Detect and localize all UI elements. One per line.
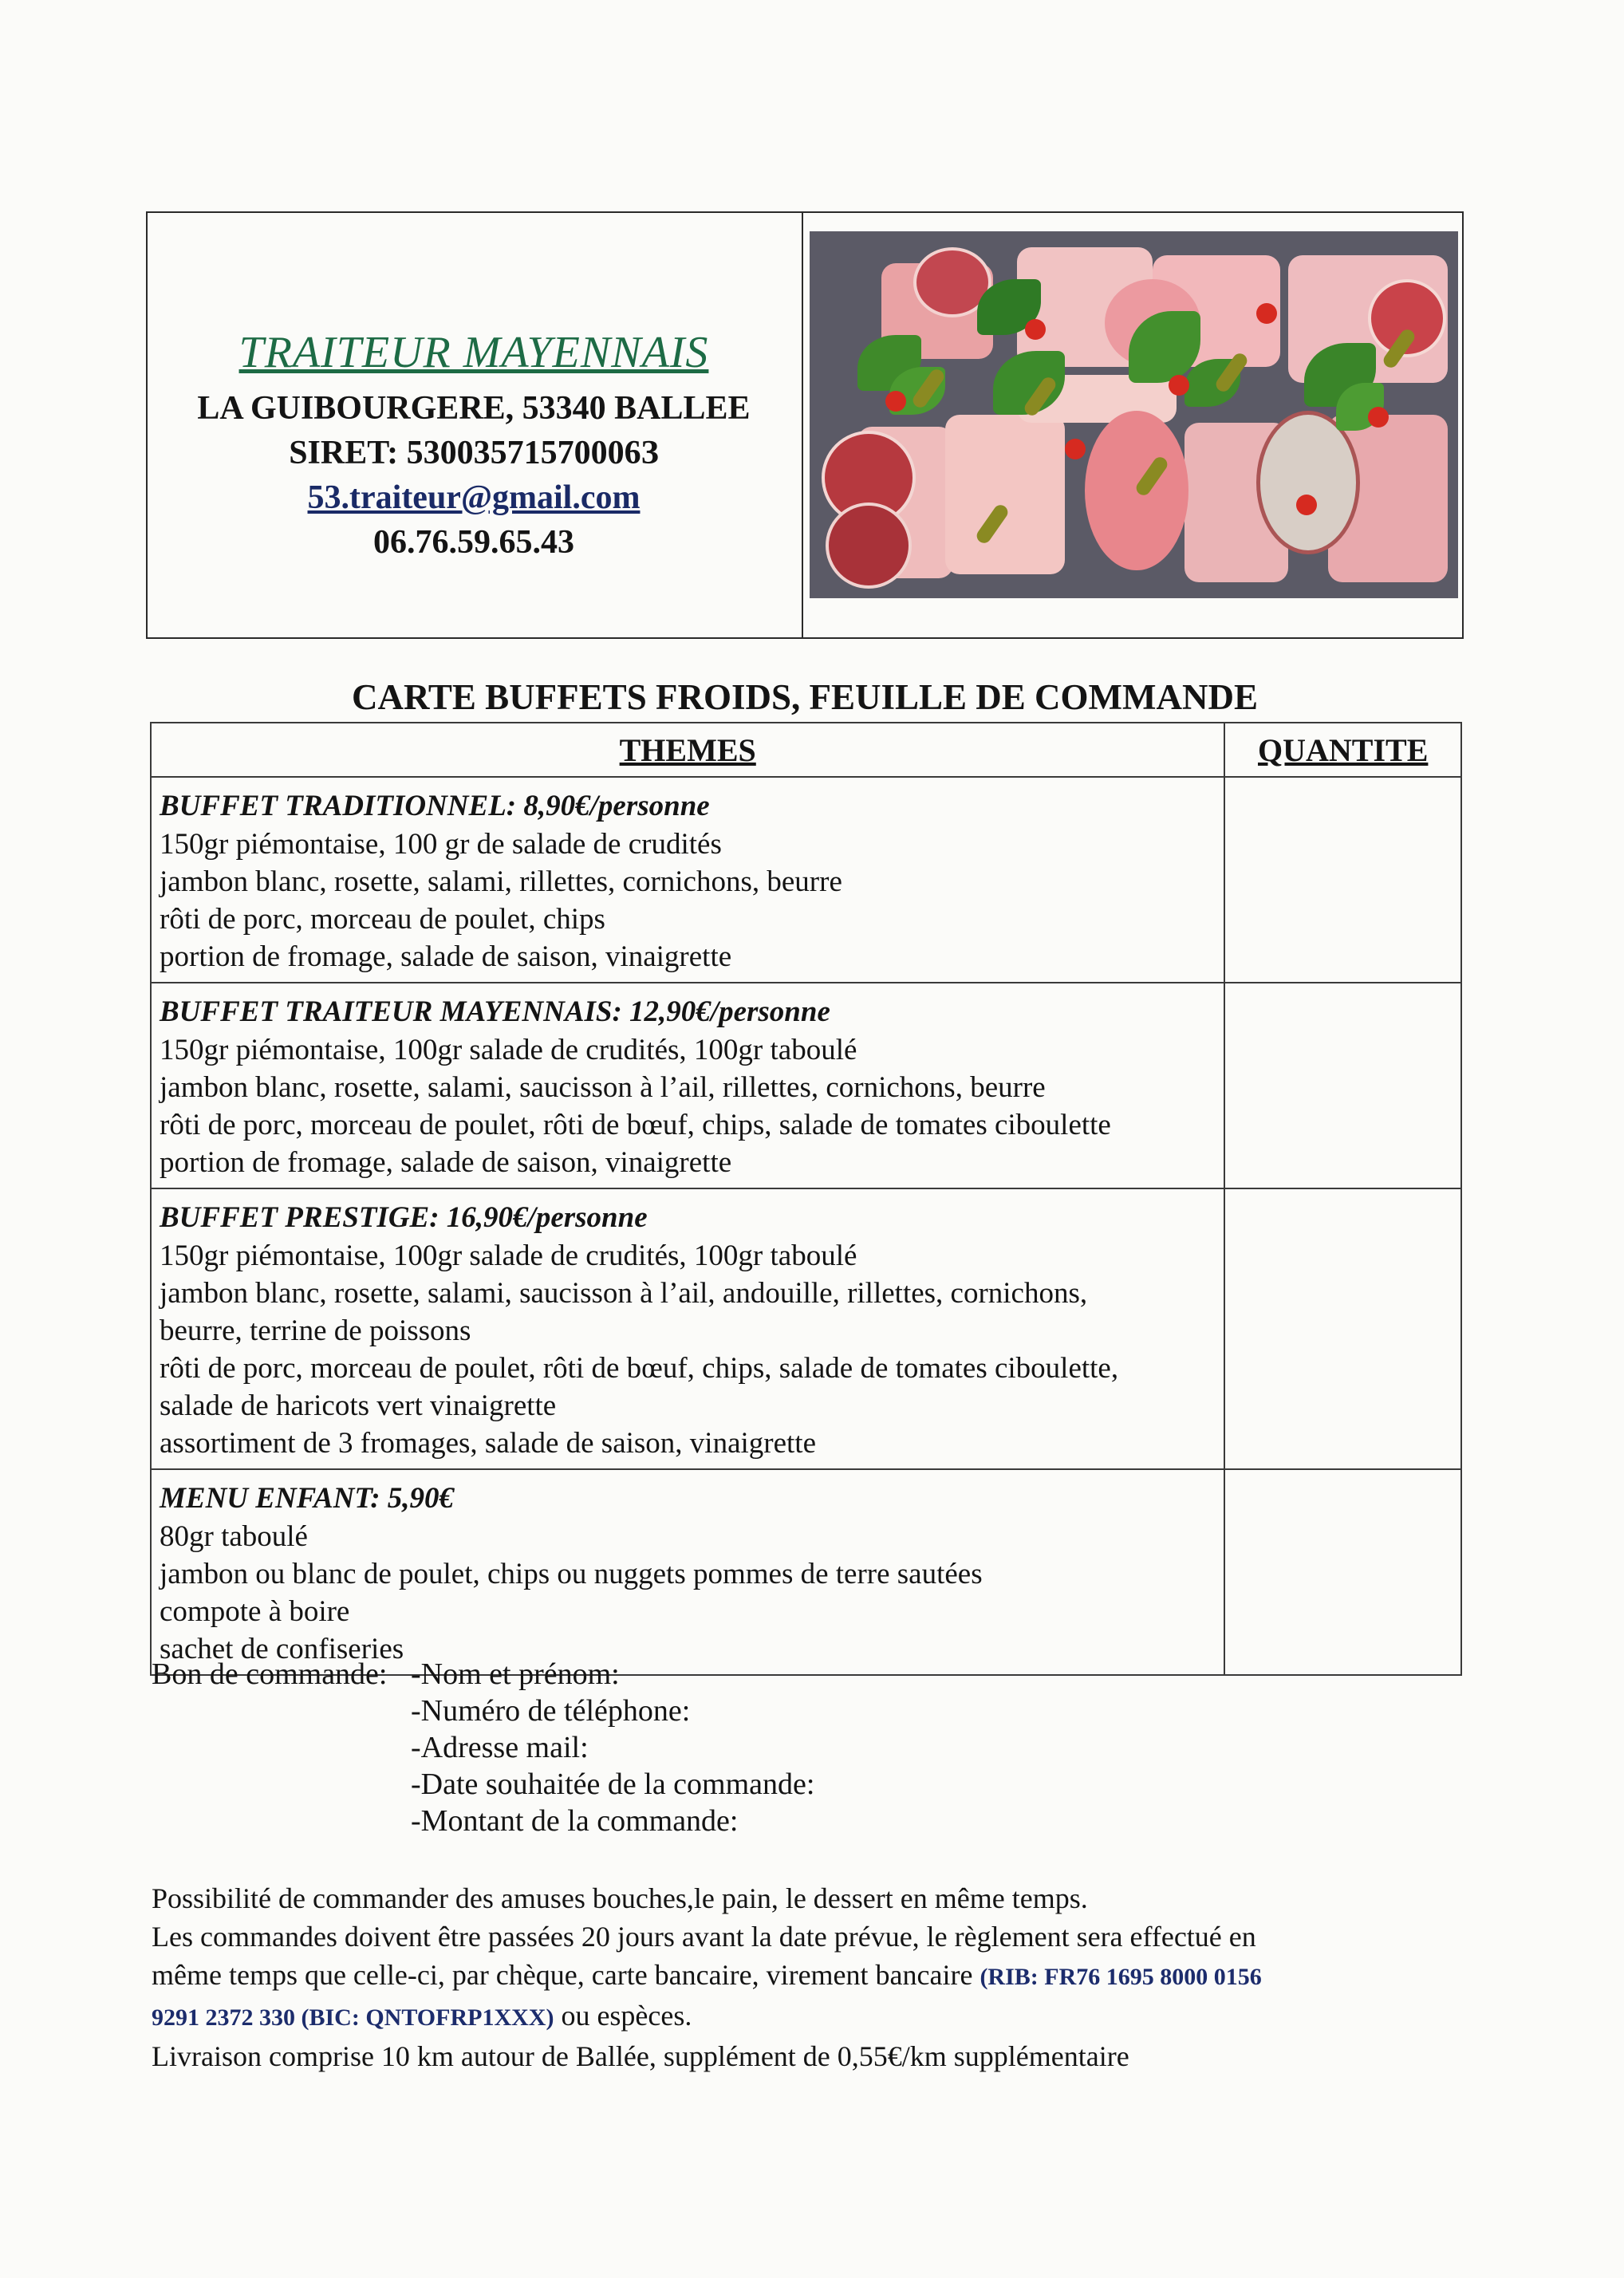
theme-title: BUFFET PRESTIGE: 16,90€/personne	[160, 1201, 648, 1234]
order-row	[152, 1656, 1460, 1693]
theme-title: BUFFET TRAITEUR MAYENNAIS: 12,90€/personne	[160, 995, 830, 1028]
theme-line: compote à boire	[160, 1595, 350, 1628]
company-email: 53.traiteur@gmail.com	[307, 479, 641, 516]
header-quantity: QUANTITE	[1224, 723, 1461, 777]
theme-line: 150gr piémontaise, 100gr salade de crudités, 100gr taboulé	[160, 1034, 857, 1066]
theme-cell	[151, 1188, 1224, 1469]
order-field-amount[interactable]: -Montant de la commande:	[411, 1804, 739, 1838]
note-line: Les commandes doivent être passées 20 jours avant la date prévue, le règlement sera effectué en	[152, 1921, 1256, 1953]
table-row	[151, 1469, 1461, 1675]
theme-line: portion de fromage, salade de saison, vinaigrette	[160, 1146, 732, 1179]
table-row	[151, 983, 1461, 1188]
note-line	[152, 1956, 1468, 1996]
theme-line: salade de haricots vert vinaigrette	[160, 1389, 557, 1422]
theme-cell	[151, 983, 1224, 1188]
note-text: même temps que celle-ci, par chèque, carte bancaire, virement bancaire	[152, 1959, 980, 1991]
order-form-label: Bon de commande:	[152, 1657, 388, 1691]
header-divider	[802, 211, 803, 639]
charcuterie-platter-photo	[810, 231, 1458, 598]
note-line: Possibilité de commander des amuses bouches,le pain, le dessert en même temps.	[152, 1882, 1088, 1914]
theme-line: rôti de porc, morceau de poulet, rôti de bœuf, chips, salade de tomates ciboulette,	[160, 1352, 1119, 1385]
quantity-cell[interactable]	[1224, 983, 1461, 1188]
theme-line: beurre, terrine de poissons	[160, 1314, 471, 1347]
quantity-cell[interactable]	[1224, 777, 1461, 983]
company-address: LA GUIBOURGERE, 53340 BALLEE	[197, 390, 751, 427]
table-header-row	[151, 723, 1461, 777]
table-row	[151, 777, 1461, 983]
quantity-cell[interactable]	[1224, 1469, 1461, 1675]
theme-line: sachet de confiseries	[160, 1633, 404, 1665]
theme-line: jambon blanc, rosette, salami, saucisson à l’ail, rillettes, cornichons, beurre	[160, 1071, 1046, 1104]
note-line	[152, 1996, 1468, 2037]
order-form	[152, 1656, 1460, 1839]
rib-text: 9291 2372 330 (BIC: QNTOFRP1XXX)	[152, 2004, 554, 2031]
notes	[152, 1879, 1468, 2075]
header-themes: THEMES	[151, 723, 1224, 777]
menu-title: CARTE BUFFETS FROIDS, FEUILLE DE COMMANDE	[351, 677, 1259, 717]
menu-table	[150, 722, 1462, 1676]
company-phone: 06.76.59.65.43	[373, 524, 574, 561]
theme-line: rôti de porc, morceau de poulet, chips	[160, 903, 605, 936]
theme-line: jambon ou blanc de poulet, chips ou nuggets pommes de terre sautées	[160, 1558, 983, 1590]
theme-line: 150gr piémontaise, 100gr salade de crudités, 100gr taboulé	[160, 1240, 857, 1272]
order-field-date[interactable]: -Date souhaitée de la commande:	[411, 1768, 815, 1801]
theme-line: jambon blanc, rosette, salami, rillettes, cornichons, beurre	[160, 865, 842, 898]
company-name: TRAITEUR MAYENNAIS	[238, 328, 709, 377]
theme-line: 150gr piémontaise, 100 gr de salade de crudités	[160, 828, 722, 861]
company-info	[148, 327, 800, 565]
theme-line: assortiment de 3 fromages, salade de saison, vinaigrette	[160, 1427, 816, 1460]
theme-title: MENU ENFANT: 5,90€	[160, 1482, 455, 1515]
rib-text: (RIB: FR76 1695 8000 0156	[980, 1964, 1262, 1990]
theme-line: rôti de porc, morceau de poulet, rôti de bœuf, chips, salade de tomates ciboulette	[160, 1109, 1111, 1141]
note-text: ou espèces.	[554, 2000, 692, 2032]
table-row	[151, 1188, 1461, 1469]
note-line: Livraison comprise 10 km autour de Ballée, supplément de 0,55€/km supplémentaire	[152, 2040, 1129, 2072]
theme-title: BUFFET TRADITIONNEL: 8,90€/personne	[160, 790, 710, 822]
order-field-name[interactable]: -Nom et prénom:	[411, 1657, 620, 1691]
order-field-email[interactable]: -Adresse mail:	[411, 1731, 589, 1764]
theme-cell	[151, 777, 1224, 983]
company-siret: SIRET: 53003571570006З	[289, 435, 659, 471]
theme-line: portion de fromage, salade de saison, vinaigrette	[160, 940, 732, 973]
theme-line: jambon blanc, rosette, salami, saucisson à l’ail, andouille, rillettes, cornichons,	[160, 1277, 1088, 1310]
quantity-cell[interactable]	[1224, 1188, 1461, 1469]
theme-line: 80gr taboulé	[160, 1520, 308, 1553]
theme-cell	[151, 1469, 1224, 1675]
order-field-phone[interactable]: -Numéro de téléphone:	[411, 1694, 691, 1728]
